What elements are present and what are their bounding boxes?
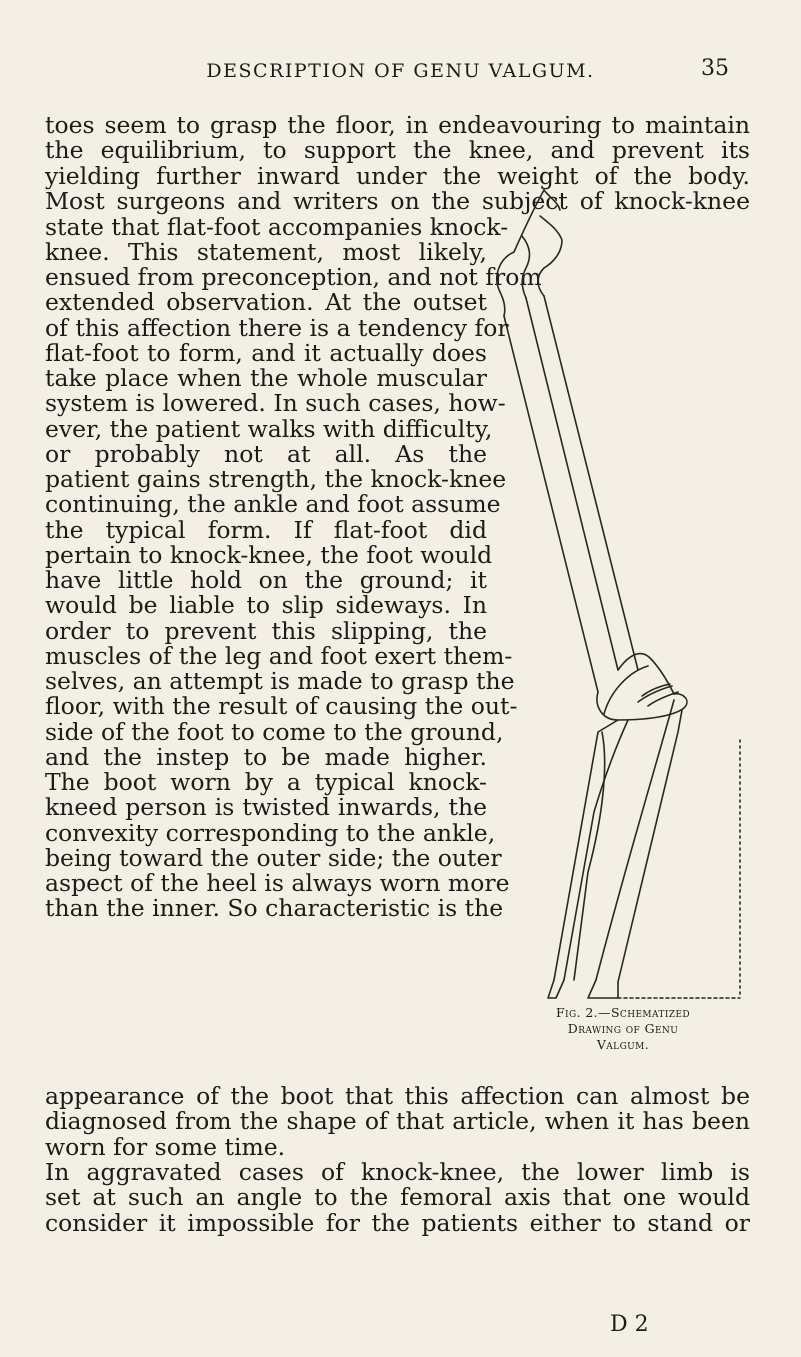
page-number: 35 [701, 56, 729, 81]
text-line: and the instep to be made higher. [45, 742, 487, 771]
text-line: yielding further inward under the weight of the body. [45, 161, 750, 190]
text-line: the equilibrium, to support the knee, and prevent its [45, 136, 750, 165]
text-line: flat-foot to form, and it actually does [45, 338, 487, 367]
running-head [0, 56, 801, 90]
figure-genu-valgum-drawing [478, 172, 750, 1032]
text-line: Most surgeons and writers on the subject of knock-knee [45, 187, 750, 215]
paragraph-1-tail [45, 1084, 750, 1160]
text-line: order to prevent this slipping, the [45, 616, 487, 645]
text-line: state that flat-foot accompanies knock- [45, 212, 509, 241]
text-line: continuing, the ankle and foot assume [45, 490, 501, 519]
text-line: of this affection there is a tendency for [45, 313, 509, 342]
text-line: aspect of the heel is always worn more [45, 869, 510, 897]
caption-line: Valgum. [596, 1037, 650, 1052]
text-line: diagnosed from the shape of that article, when it has been [45, 1107, 750, 1136]
text-line: kneed person is twisted inwards, the [45, 793, 487, 822]
text-line: floor, with the result of causing the out- [45, 692, 518, 721]
text-line: pertain to knock-knee, the foot would [45, 540, 493, 569]
text-line: knee. This statement, most likely, [45, 237, 487, 266]
text-line: the typical form. If flat-foot did [45, 515, 487, 544]
text-line: selves, an attempt is made to grasp the [45, 667, 515, 695]
text-line: being toward the outer side; the outer [45, 843, 502, 872]
paragraph-1-wrapped [45, 212, 542, 923]
text-line: ensued from preconception, and not from [45, 263, 542, 291]
text-line: set at such an angle to the femoral axis that one would [45, 1183, 750, 1212]
caption-line: Drawing of Genu [567, 1021, 679, 1036]
text-line: toes seem to grasp the floor, in endeavouring to maintain [45, 111, 750, 139]
text-line: extended observation. At the outset [45, 288, 487, 317]
figure-caption [488, 1005, 758, 1053]
text-line: than the inner. So characteristic is the [45, 894, 504, 923]
paragraph-2 [45, 1160, 750, 1236]
text-line: system is lowered. In such cases, how- [45, 389, 506, 418]
text-line: muscles of the leg and foot exert them- [45, 641, 513, 670]
text-line: appearance of the boot that this affection can almost be [45, 1082, 750, 1110]
text-line: take place when the whole muscular [45, 364, 487, 392]
text-line: convexity corresponding to the ankle, [45, 818, 496, 847]
text-line: worn for some time. [45, 1132, 286, 1161]
text-line: ever, the patient walks with difficulty, [45, 414, 493, 443]
running-title: DESCRIPTION OF GENU VALGUM. [206, 60, 595, 82]
text-line: would be liable to slip sideways. In [45, 591, 487, 620]
text-line: have little hold on the ground; it [45, 566, 487, 594]
text-line: or probably not at all. As the [45, 439, 487, 468]
caption-line: Fig. 2.—Schematized [555, 1005, 691, 1020]
text-line: side of the foot to come to the ground, [45, 717, 504, 746]
text-line: patient gains strength, the knock-knee [45, 465, 507, 493]
leg-schematic-drawing [478, 172, 750, 1012]
text-line: In aggravated cases of knock-knee, the lower limb is [45, 1158, 750, 1186]
text-line: consider it impossible for the patients either to stand or [45, 1208, 750, 1237]
text-line: The boot worn by a typical knock- [45, 768, 487, 796]
signature-mark: D 2 [610, 1312, 649, 1337]
